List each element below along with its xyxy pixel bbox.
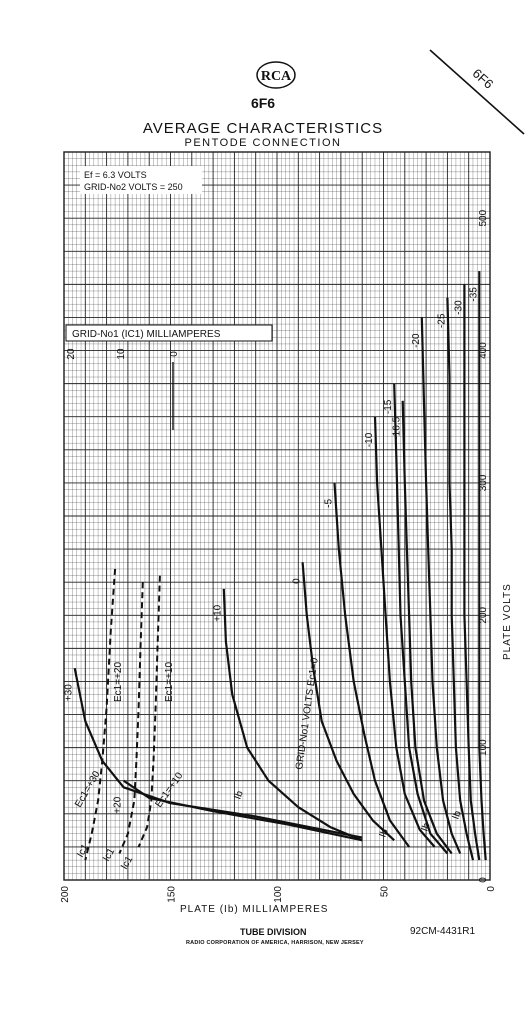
annotation: Ib bbox=[419, 821, 433, 834]
annotation: Ic1 bbox=[101, 846, 118, 864]
chart-title: AVERAGE CHARACTERISTICS bbox=[142, 120, 384, 137]
chart-subtitle: PENTODE CONNECTION bbox=[184, 137, 342, 149]
ic1-tick-label: 20 bbox=[66, 348, 77, 360]
annotation: Ib bbox=[450, 809, 464, 822]
series-label: -15 bbox=[383, 399, 395, 415]
series-label: -30 bbox=[453, 300, 465, 315]
corner-label: 6F6 bbox=[469, 65, 497, 92]
x-tick-label: 200 bbox=[60, 886, 71, 903]
series-label: -35 bbox=[468, 287, 480, 302]
ic1-tick-label: 10 bbox=[116, 348, 127, 360]
x-axis-title: PLATE (Ib) MILLIAMPERES bbox=[180, 904, 329, 915]
y-tick-label: 100 bbox=[478, 739, 489, 756]
series-label: -25 bbox=[436, 313, 448, 329]
family-label: GRID-No1 VOLTS Ec1=0 bbox=[294, 657, 321, 771]
series-label: -10 bbox=[363, 432, 375, 448]
y-tick-label: 200 bbox=[478, 606, 489, 624]
y-tick-label: 0 bbox=[478, 877, 489, 883]
series-label: -5 bbox=[323, 498, 335, 508]
annotation: Ib bbox=[377, 827, 391, 840]
y-tick-label: 300 bbox=[478, 474, 489, 492]
series-label: -20 bbox=[410, 333, 422, 348]
series-label: +20 bbox=[112, 796, 124, 814]
series-label: +10 bbox=[212, 604, 224, 622]
annotation: Ec1=+30 bbox=[73, 769, 103, 810]
series-label: -16.5 bbox=[391, 416, 403, 440]
annotation: Ic1 bbox=[75, 842, 92, 860]
y-tick-label: 400 bbox=[478, 342, 489, 359]
series-label: +30 bbox=[63, 684, 75, 702]
annotation: Ib bbox=[232, 789, 246, 802]
grid-current-axis bbox=[66, 325, 272, 341]
tube-type: 6F6 bbox=[250, 95, 276, 111]
footer-division: TUBE DIVISION bbox=[240, 927, 307, 937]
condition-screen: GRID-No2 VOLTS = 250 bbox=[84, 182, 183, 192]
annotation: Ec1=+20 bbox=[113, 661, 124, 702]
x-tick-label: 50 bbox=[379, 886, 391, 898]
drawing-number: 92CM-4431R1 bbox=[410, 926, 476, 937]
series-label: 0 bbox=[291, 578, 303, 584]
annotation: Ec1=+10 bbox=[164, 661, 175, 702]
condition-filament: Ef = 6.3 VOLTS bbox=[84, 170, 147, 180]
y-tick-label: 500 bbox=[478, 209, 489, 227]
annotation: Ic1 bbox=[119, 854, 136, 872]
annotation: Ec1=+10 bbox=[153, 770, 186, 810]
grid-current-axis-label: GRID-No1 (IC1) MILLIAMPERES bbox=[72, 329, 221, 340]
x-tick-label: 100 bbox=[273, 886, 284, 903]
x-tick-label: 0 bbox=[486, 886, 497, 892]
y-axis-title: PLATE VOLTS bbox=[502, 583, 513, 660]
svg-text:RCA: RCA bbox=[260, 69, 292, 84]
x-tick-label: 150 bbox=[166, 886, 178, 903]
footer-company: RADIO CORPORATION OF AMERICA, HARRISON, NEW JERSEY bbox=[186, 940, 364, 946]
conditions-box bbox=[80, 166, 202, 194]
ic1-tick-label: 0 bbox=[169, 351, 180, 357]
